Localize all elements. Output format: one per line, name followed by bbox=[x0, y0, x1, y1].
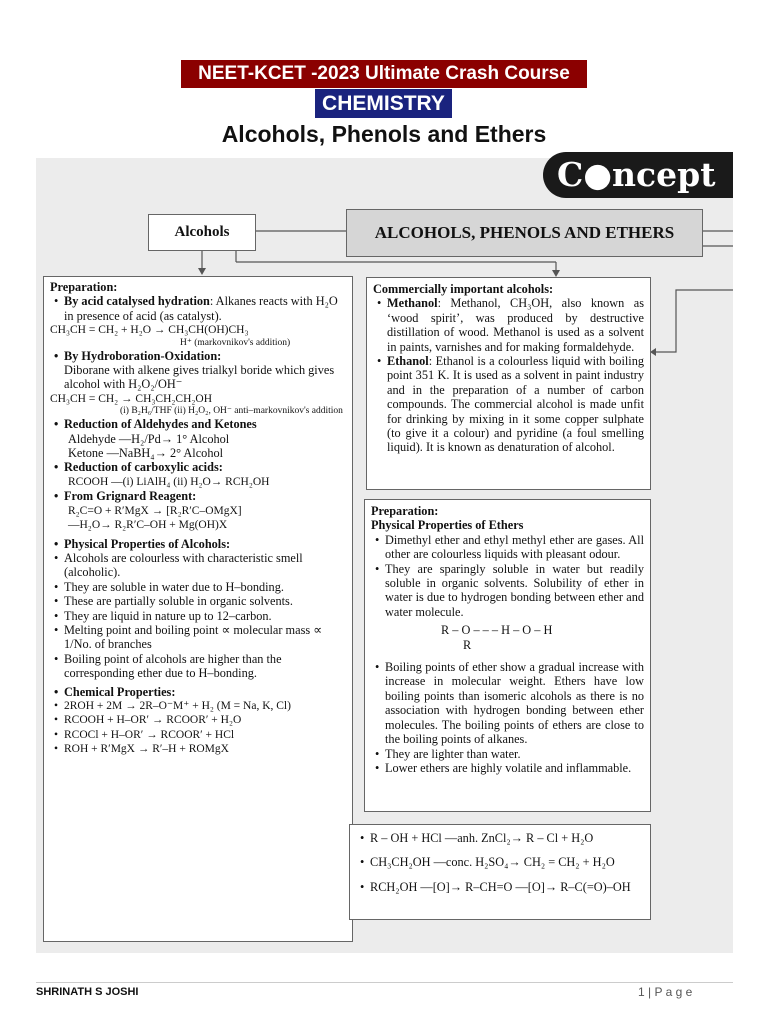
ether-prop-item: • Lower ethers are highly volatile and inflammable. bbox=[371, 761, 644, 775]
footer-author: SHRINATH S JOSHI bbox=[36, 986, 139, 998]
hydration-equation: CH₃CH = CH₂ + H₂O → CH₃CH(OH)CH₃ bbox=[50, 324, 249, 337]
hydroboration-text: Diborane with alkene gives trialkyl boride which gives alcohol with H₂O₂/OH⁻ bbox=[64, 363, 335, 392]
methanol-text: : Methanol, CH₃OH, also known as ‘wood spirit’, was produced by destructive distillation of wood. Methanol is used as a solvent in paints, varnishes and for making formaldehyde. bbox=[387, 296, 644, 354]
chem-prop-item: • 2ROH + 2M → 2R–O⁻M⁺ + H₂ (M = Na, K, Cl) bbox=[50, 699, 346, 713]
reaction-equation: • R – OH + HCl —anh. ZnCl₂→ R – Cl + H₂O bbox=[356, 831, 644, 845]
phys-prop-item: • They are soluble in water due to H–bonding. bbox=[50, 580, 346, 594]
hbond-diagram-sub: R bbox=[463, 637, 472, 652]
ethanol-title: Ethanol bbox=[387, 354, 429, 369]
grignard-equation-1: R₂C=O + R′MgX → [R₂R′C–OMgX] bbox=[68, 504, 242, 517]
methanol-title: Methanol bbox=[387, 296, 438, 311]
concept-logo: C●ncept bbox=[543, 152, 733, 198]
methanol-item bbox=[373, 296, 644, 354]
alcohol-preparation-panel bbox=[43, 276, 353, 942]
ethanol-text: : Ethanol is a colourless liquid with boiling point 351 K. It is used as a solvent in paint industry and in the preparation of a number of carbon compounds. The commercial alcohol is made unfit for drinking by mixing in it some copper sulphate (to give it a colour) and pyridine (a foul smelling liquid). It is known as denaturation of alcohol. bbox=[387, 354, 644, 455]
ether-phys-title: Physical Properties of Ethers bbox=[371, 518, 524, 533]
footer-rule bbox=[36, 982, 733, 983]
chem-prop-item: • RCOOH + H–OR′ → RCOOR′ + H₂O bbox=[50, 713, 346, 727]
chem-props-title: • Chemical Properties: bbox=[50, 685, 346, 699]
reaction-equation: • RCH₂OH —[O]→ R–CH=O —[O]→ R–C(=O)–OH bbox=[356, 880, 644, 894]
phys-props-title: • Physical Properties of Alcohols: bbox=[50, 537, 346, 551]
ether-prop-item: • They are lighter than water. bbox=[371, 747, 644, 761]
footer-page-number: 1 | P a g e bbox=[638, 985, 693, 999]
hydration-item bbox=[50, 294, 346, 323]
ether-prop-item: • Dimethyl ether and ethyl methyl ether are gases. All other are colourless liquids with pleasant odour. bbox=[371, 533, 644, 562]
phys-prop-item: • These are partially soluble in organic solvents. bbox=[50, 594, 346, 608]
grignard-equation-2: —H₂O→ R₂R′C–OH + Mg(OH)X bbox=[68, 519, 228, 532]
ether-prop-item: • Boiling points of ether show a gradual increase with increase in molecular weight. Ethers have low boiling points than isomeric alcohols as there is no association with hydrogen bonding between ether molecules. The boiling points of ethers are close to the boiling points of alkanes. bbox=[371, 660, 644, 746]
chem-prop-item: • ROH + R′MgX → R′–H + ROMgX bbox=[50, 742, 346, 756]
ether-prop-item: • They are sparingly soluble in water but readily soluble in organic solvents. Solubility of ether in water is due to hydrogen bonding between ether and water molecule. bbox=[371, 562, 644, 620]
reaction-equation: • CH₃CH₂OH —conc. H₂SO₄→ CH₂ = CH₂ + H₂O bbox=[356, 855, 644, 869]
ethanol-item bbox=[373, 354, 644, 455]
carboxylic-title: • Reduction of carboxylic acids: bbox=[50, 460, 346, 474]
hydration-title: By acid catalysed hydration bbox=[64, 294, 210, 309]
chem-prop-item: • RCOCl + H–OR′ → RCOOR′ + HCl bbox=[50, 728, 346, 742]
ether-properties-panel bbox=[364, 499, 651, 812]
ether-prep-title: Preparation: bbox=[371, 504, 439, 518]
course-banner: NEET-KCET -2023 Ultimate Crash Course bbox=[181, 60, 587, 88]
main-topic-node: ALCOHOLS, PHENOLS AND ETHERS bbox=[346, 209, 703, 257]
phys-prop-item: • They are liquid in nature up to 12–carbon. bbox=[50, 609, 346, 623]
reduction-title: • Reduction of Aldehydes and Ketones bbox=[50, 417, 346, 431]
commercial-title: Commercially important alcohols: bbox=[373, 282, 554, 296]
prep-title: Preparation: bbox=[50, 280, 118, 294]
phys-prop-item: • Melting point and boiling point ∝ molecular mass ∝ 1/No. of branches bbox=[50, 623, 346, 652]
hydroboration-note: (i) B₂H₆/THF (ii) H₂O₂, OH⁻ anti–markovnikov's addition bbox=[120, 406, 343, 417]
hydroboration-title: • By Hydroboration-Oxidation: bbox=[50, 349, 346, 363]
phys-prop-item: • Boiling point of alcohols are higher than the corresponding ether due to H–bonding. bbox=[50, 652, 346, 681]
hydration-note: H⁺ (markovnikov's addition) bbox=[180, 337, 291, 348]
alcohol-reactions-panel bbox=[349, 824, 651, 920]
grignard-title: • From Grignard Reagent: bbox=[50, 489, 346, 503]
hydration-text: : Alkanes reacts with H₂O in presence of acid (as catalyst). bbox=[64, 294, 338, 323]
commercial-alcohols-panel bbox=[366, 277, 651, 490]
hbond-diagram: R – O – – – H – O – H bbox=[441, 623, 553, 638]
ketone-equation: Ketone —NaBH₄→ 2° Alcohol bbox=[68, 446, 224, 461]
alcohols-node: Alcohols bbox=[148, 214, 256, 251]
carboxylic-equation: RCOOH —(i) LiAlH₄ (ii) H₂O→ RCH₂OH bbox=[68, 475, 270, 488]
phys-prop-item: • Alcohols are colourless with characteristic smell (alcoholic). bbox=[50, 551, 346, 580]
chapter-title: Alcohols, Phenols and Ethers bbox=[221, 121, 547, 147]
subject-banner: CHEMISTRY bbox=[315, 89, 452, 118]
hydroboration-equation: CH₃CH = CH₂ → CH₃CH₂CH₂OH bbox=[50, 392, 212, 405]
aldehyde-equation: Aldehyde —H₂/Pd→ 1° Alcohol bbox=[68, 431, 230, 446]
